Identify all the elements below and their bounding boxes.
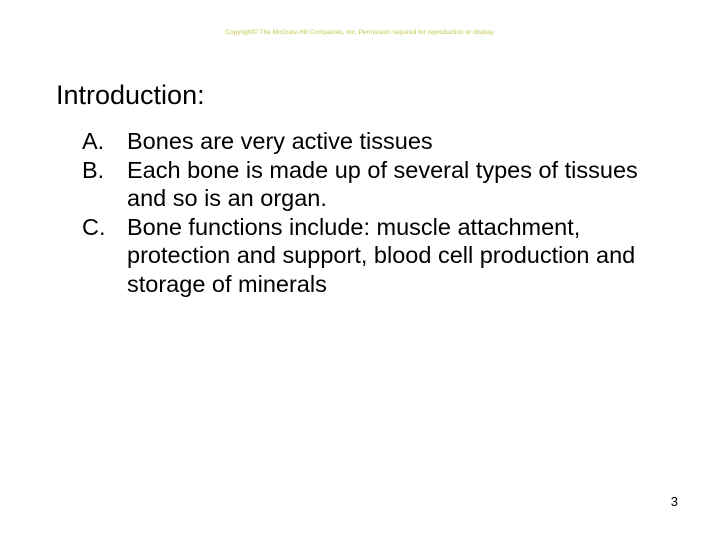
list-item-text: Bones are very active tissues [127,128,433,154]
list-item [82,156,682,213]
bullet-list [82,127,682,298]
copyright-notice: Copyright© The McGraw-Hill Companies, Inc. Permission required for reproduction or display. [225,29,495,36]
list-item-text: Each bone is made up of several types of tissues and so is an organ. [127,156,638,211]
list-marker: A. [82,128,105,154]
list-item-text: Bone functions include: muscle attachment, protection and support, blood cell production and storage of minerals [127,213,636,297]
slide-title: Introduction: [56,80,205,110]
list-item [82,127,682,156]
slide-number: 3 [670,494,678,509]
list-item [82,213,682,299]
list-marker: B. [82,156,105,183]
list-marker: C. [82,213,106,240]
